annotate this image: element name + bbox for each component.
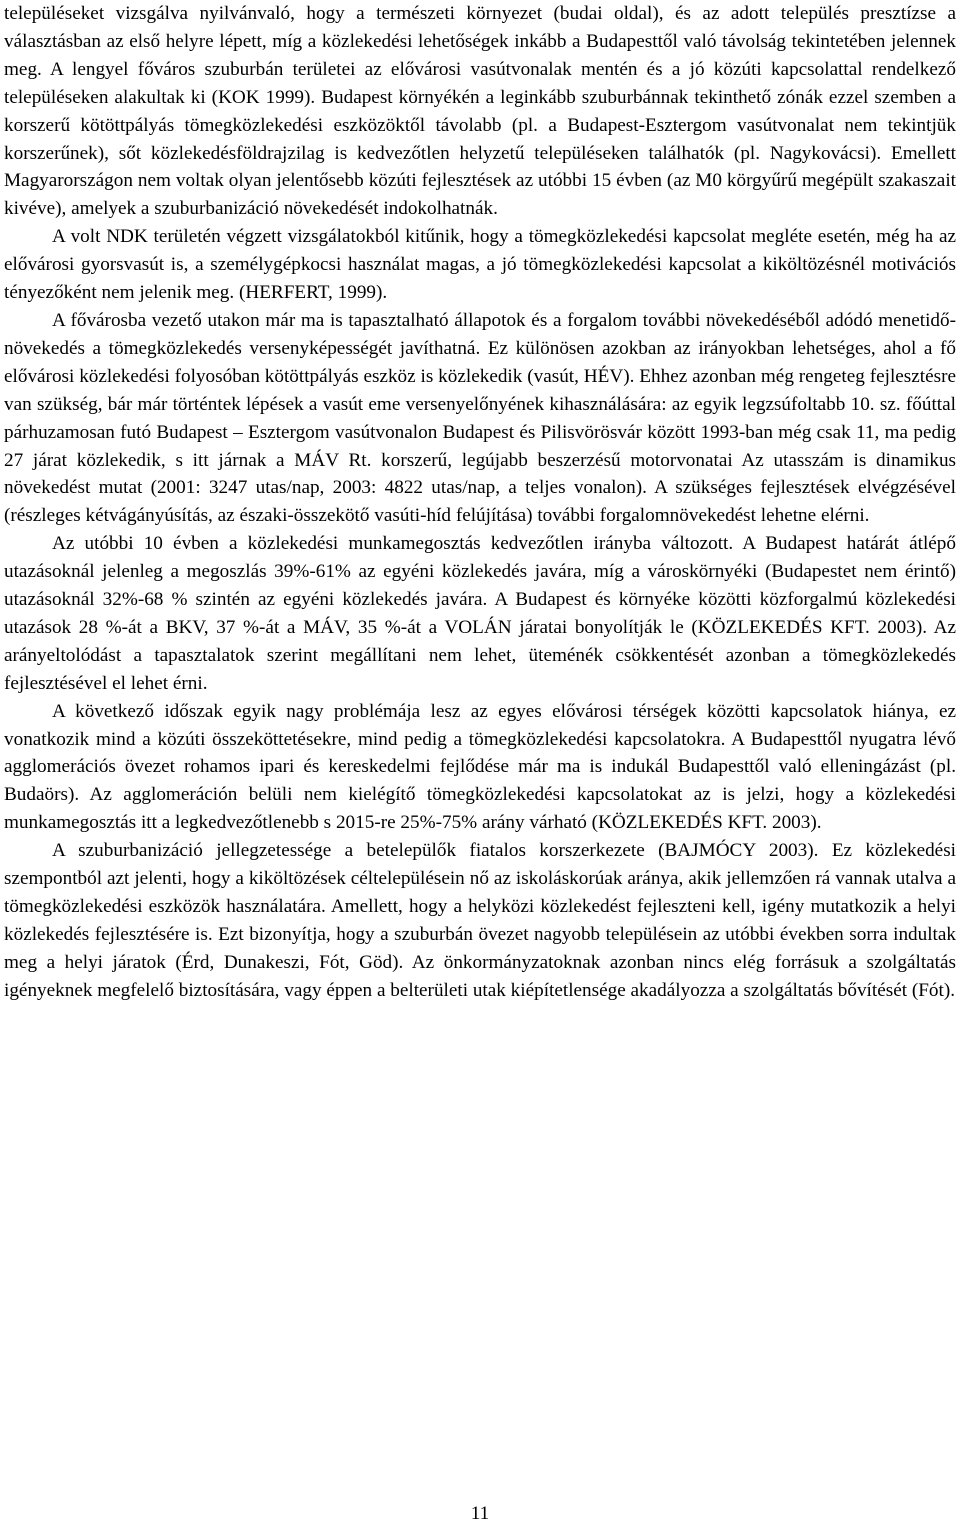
paragraph-6: A szuburbanizáció jellegzetessége a betelepülők fiatalos korszerkezete (BAJMÓCY 2003). Ez közlekedési szempontból azt jelenti, hogy a kiköltözések céltelepülésein nő az iskoláskorúak aránya, akik jellemzően rá vannak utalva a tömegközlekedési eszközök használatára. Amellett, hogy a helyközi közlekedést fejleszteni kell, igény mutatkozik a helyi közlekedés fejlesztésére is. Ezt bizonyítja, hogy a szuburbán övezet nagyobb településein az utóbbi években sorra indultak meg a helyi járatok (Érd, Dunakeszi, Fót, Göd). Az önkormányzatoknak azonban nincs elég forrásuk a szolgáltatás igényeknek megfelelő biztosítására, vagy éppen a belterületi utak kiépítetlensége akadályozza a szolgáltatás bővítését (Fót). [4,840,956,1001]
paragraph-3: A fővárosba vezető utakon már ma is tapasztalható állapotok és a forgalom további növekedéséből adódó menetidő-növekedés a tömegközlekedés versenyképességét javíthatná. Ez különösen azokban az irányokban lehetséges, ahol a fő elővárosi közlekedési folyosóban kötöttpályás eszköz is közlekedik (vasút, HÉV). Ehhez azonban még rengeteg fejlesztésre van szükség, bár már történtek lépések a vasút eme versenyelőnyének kihasználására: az egyik legzsúfoltabb 10. sz. főúttal párhuzamosan futó Budapest – Esztergom vasútvonalon Budapest és Pilisvörösvár között 1993-ban még csak 11, ma pedig 27 járat közlekedik, s itt járnak a MÁV Rt. korszerű, legújabb beszerzésű motorvonatai Az utasszám is dinamikus növekedést mutat (2001: 3247 utas/nap, 2003: 4822 utas/nap, a teljes vonalon). A szükséges fejlesztések elvégzésével (részleges kétvágányúsítás, az északi-összekötő vasúti-híd felújítása) további forgalomnövekedést lehetne elérni. [4,309,956,527]
document-page [4,0,956,1005]
page-number: 11 [470,1503,490,1524]
paragraph-1: településeket vizsgálva nyilvánvaló, hogy a természeti környezet (budai oldal), és az adott település presztízse a választásban az első helyre lépett, míg a közlekedési lehetőségek inkább a Budapesttől való távolság tekintetében jelennek meg. A lengyel főváros szuburbán területei az elővárosi vasútvonalak mentén és a jó közúti kapcsolattal rendelkező településeken alakultak ki (KOK 1999). Budapest környékén a leginkább szuburbánnak tekinthető zónák ezzel szemben a korszerű kötöttpályás tömegközlekedési eszközöktől távolabb (pl. a Budapest-Esztergom vasútvonalat nem tekintjük korszerűnek), sőt közlekedésföldrajzilag is kedvezőtlen helyzetű településeken találhatók (pl. Nagykovácsi). Emellett Magyarországon nem voltak olyan jelentősebb közúti fejlesztések az utóbbi 15 évben (az M0 körgyűrű megépült szakaszait kivéve), amelyek a szuburbanizáció növekedését indokolhatnák. [4,3,956,220]
body-text [4,0,956,1005]
paragraph-2: A volt NDK területén végzett vizsgálatokból kitűnik, hogy a tömegközlekedési kapcsolat megléte esetén, még ha az elővárosi gyorsvasút is, a személygépkocsi használat magas, a jó tömegközlekedési kapcsolat a kiköltözésnél motivációs tényezőként nem jelenik meg. (HERFERT, 1999). [4,226,956,304]
paragraph-5: A következő időszak egyik nagy problémája lesz az egyes elővárosi térségek közötti kapcsolatok hiánya, ez vonatkozik mind a közúti összeköttetésekre, mind pedig a tömegközlekedési kapcsolatokra. A Budapesttől nyugatra lévő agglomerációs övezet rohamos ipari és kereskedelmi fejlődése már ma is indukál Budapesttől való elleningázást (pl. Budaörs). Az agglomeráción belüli nem kielégítő tömegközlekedési kapcsolatokat az is jelzi, hogy a közlekedési munkamegosztás itt a legkedvezőtlenebb s 2015-re 25%-75% arány várható (KÖZLEKEDÉS KFT. 2003). [4,700,956,834]
paragraph-4: Az utóbbi 10 évben a közlekedési munkamegosztás kedvezőtlen irányba változott. A Budapest határát átlépő utazásoknál jelenleg a megoszlás 39%-61% az egyéni közlekedés javára, míg a városkörnyéki (Budapestet nem érintő) utazásoknál 32%-68 % szintén az egyéni közlekedés javára. A Budapest és környéke közötti közforgalmú közlekedési utazások 28 %-át a BKV, 37 %-át a MÁV, 35 %-át a VOLÁN járatai bonyolítják le (KÖZLEKEDÉS KFT. 2003). Az arányeltolódást a tapasztalatok szerint megállítani nem lehet, üteménék csökkentését azonban a tömegközlekedés fejlesztésével el lehet érni. [4,533,956,694]
